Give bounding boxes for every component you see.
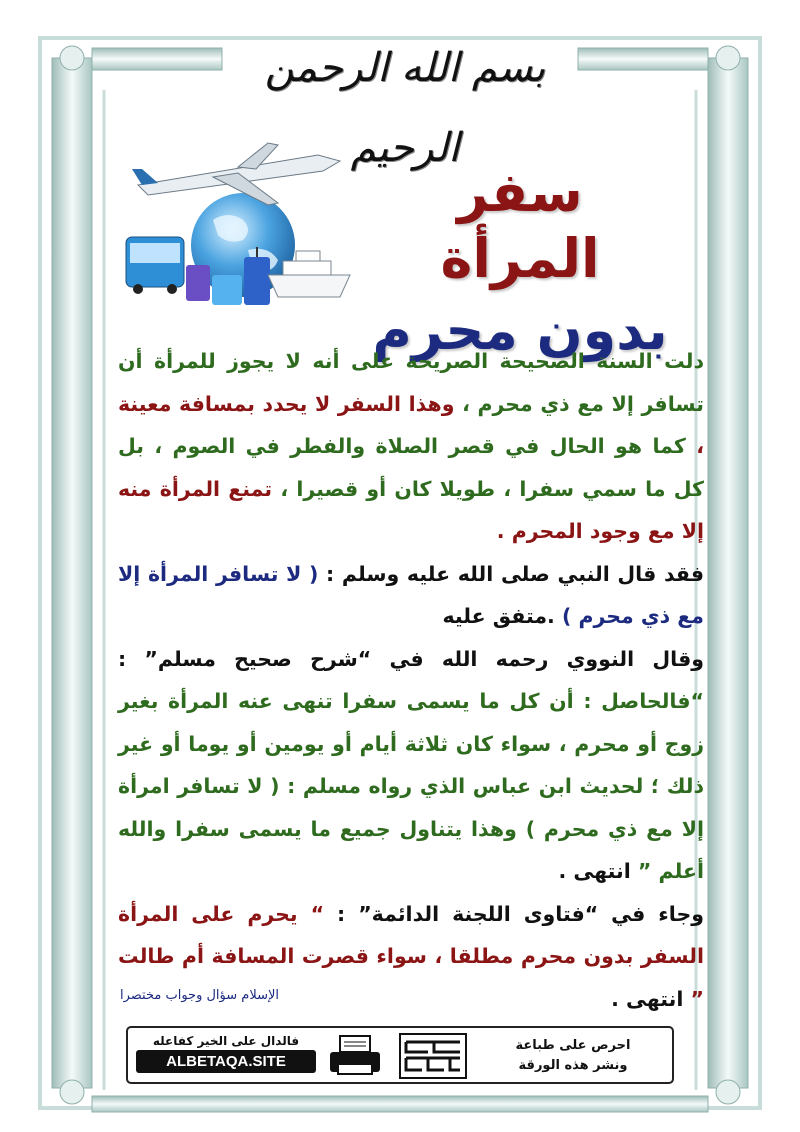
paragraph-segment: فقد قال النبي صلى الله عليه وسلم :: [318, 561, 704, 586]
logo-icon: [398, 1032, 468, 1080]
article-body: [118, 340, 704, 1020]
title-line-1: سفر المرأة: [440, 161, 600, 290]
page-title: [370, 160, 670, 366]
paragraph-segment: .متفق عليه: [442, 604, 555, 628]
print-note: [480, 1036, 666, 1076]
site-caption: فالدال على الخير كفاعله: [152, 1034, 300, 1048]
print-note-line-1: احرص على طباعة: [515, 1038, 631, 1053]
source-credit: الإسلام سؤال وجواب مختصرا: [120, 988, 280, 1003]
printer-icon: [326, 1034, 384, 1078]
title-line-2: بدون محرم: [372, 299, 668, 362]
basmala-calligraphy: بسم الله الرحمن الرحيم: [264, 45, 546, 171]
paragraph-segment: كما هو الحال في قصر الصلاة والفطر في الصوم ، بل كل ما سمي سفرا ، طويلا كان أو قصيرا ،: [118, 434, 704, 501]
paragraph-segment: وقال النووي رحمه الله في “شرح صحيح مسلم” :: [118, 646, 704, 671]
site-block: [136, 1034, 316, 1073]
paragraph-segment: انتهى .: [558, 859, 631, 883]
dawa-logo: [398, 1032, 468, 1080]
paragraph-segment: “ يحرم على المرأة السفر بدون محرم مطلقا ، سواء قصرت المسافة أم طالت ”: [118, 901, 704, 1011]
paragraph: [118, 553, 704, 638]
paragraph-segment: “فالحاصل : أن كل ما يسمى سفرا تنهى عنه المرأة بغير زوج أو محرم ، سواء كان ثلاثة أيام أو يومين أو يوما أو غير ذلك ؛ لحديث ابن عباس الذي رواه مسلم : ( لا تسافر امرأة إلا مع ذي محرم ) وهذا يتناول جميع ما يسمى سفرا والله أعلم ”: [118, 689, 704, 883]
print-note-line-2: ونشر هذه الورقة: [518, 1058, 628, 1073]
travel-illustration: [118, 125, 358, 325]
paragraph-segment: وهذا السفر لا يحدد بمسافة معينة ،: [118, 391, 704, 458]
paragraph-segment: دلت السنة الصحيحة الصريحة على أنه لا يجوز للمرأة أن تسافر إلا مع ذي محرم ،: [118, 349, 704, 416]
paragraph-segment: تمنع المرأة منه إلا مع وجود المحرم .: [118, 476, 704, 543]
site-url: ALBETAQA.SITE: [136, 1050, 316, 1073]
bus-icon: [126, 237, 184, 294]
paragraph: [118, 340, 704, 553]
paragraph-segment: وجاء في “فتاوى اللجنة الدائمة” :: [324, 901, 704, 926]
footer-banner: [126, 1026, 674, 1084]
paragraph: [118, 638, 704, 893]
paragraph-segment: ( لا تسافر المرأة إلا مع ذي محرم ): [118, 561, 704, 628]
paragraph-segment: انتهى .: [611, 986, 684, 1011]
